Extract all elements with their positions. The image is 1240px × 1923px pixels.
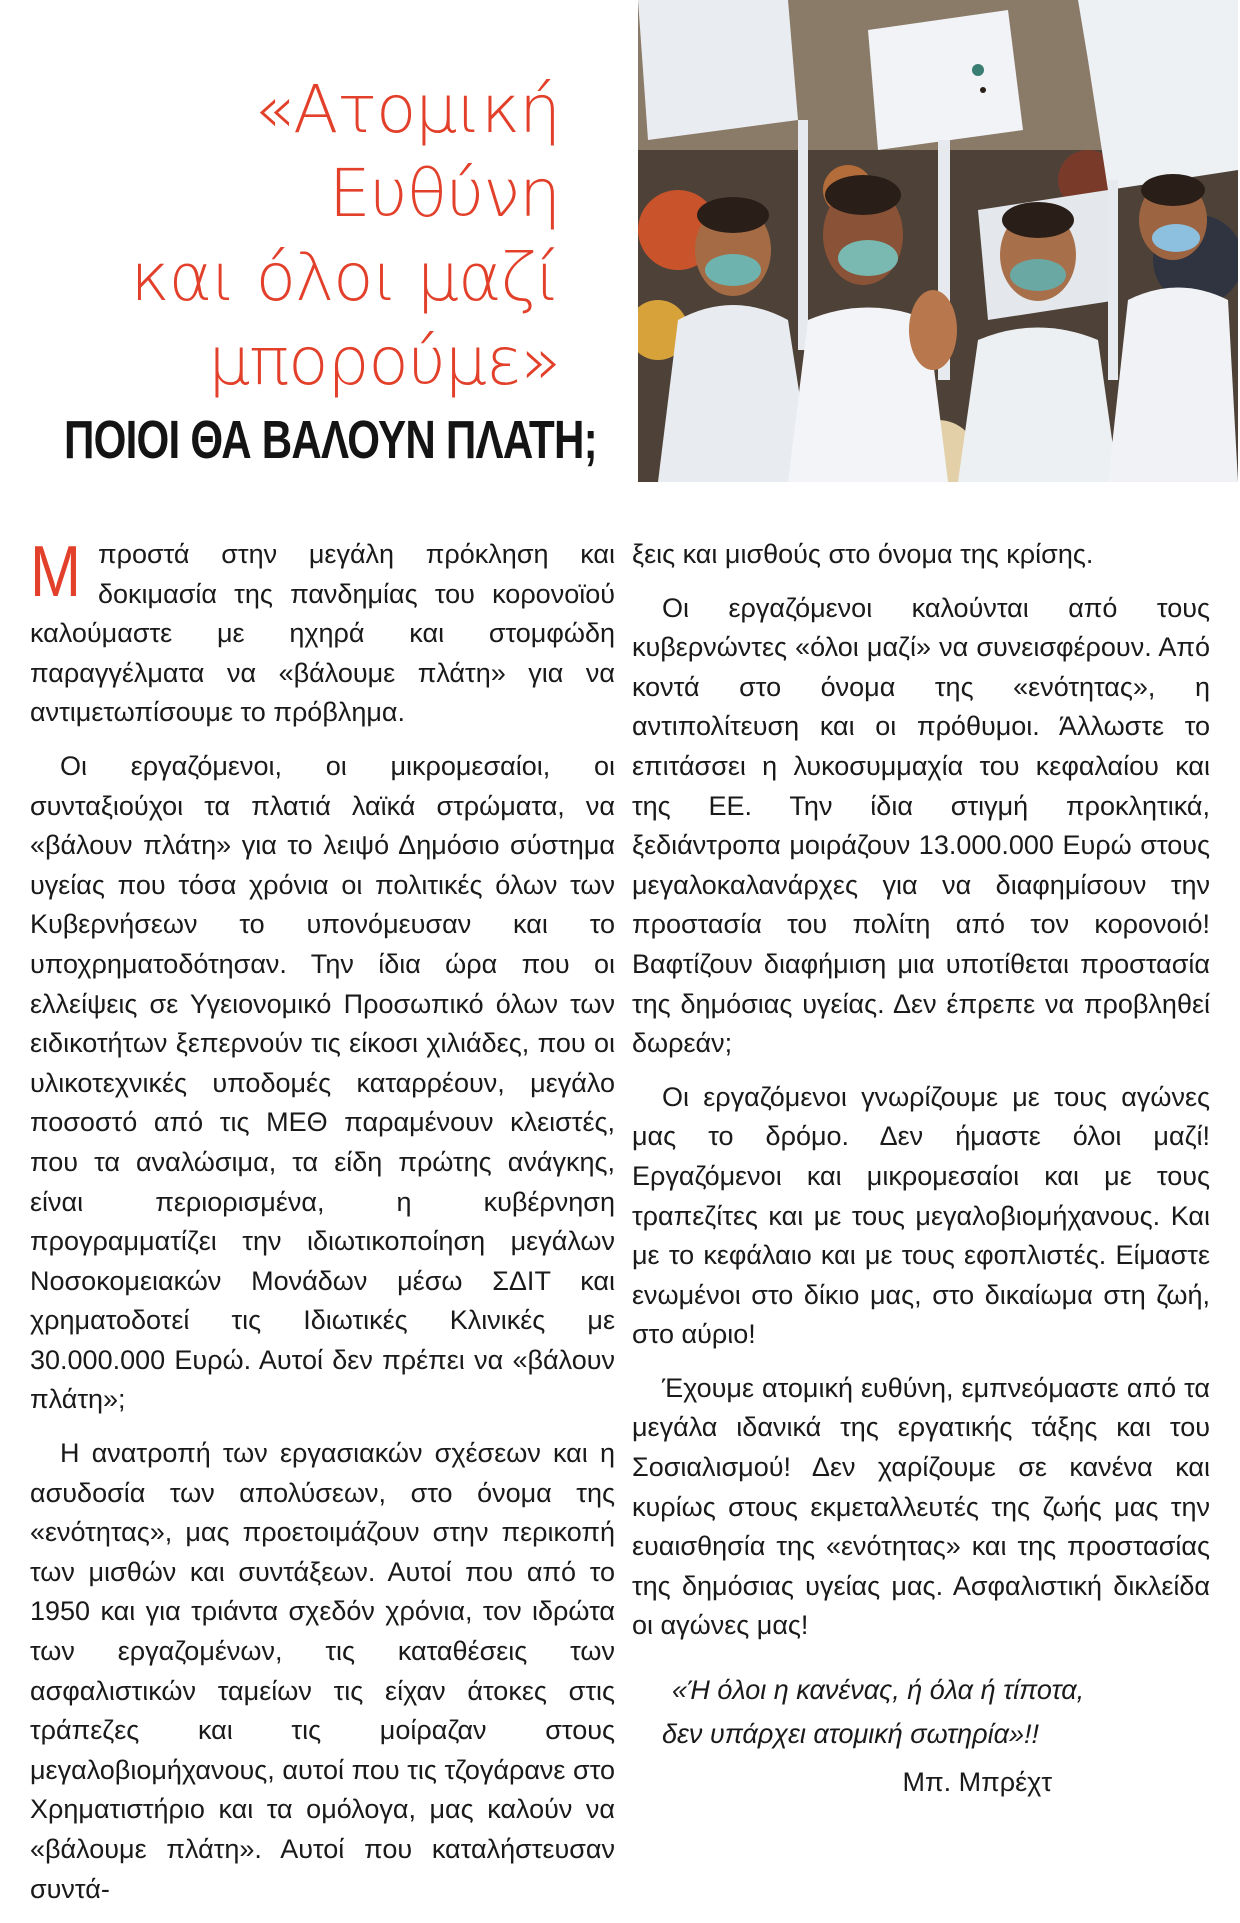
article-paragraph-2: Οι εργαζόμενοι, οι μικρομεσαίοι, οι συνταξιούχοι τα πλατιά λαϊκά στρώματα, να «βάλουν πλάτη» για το λειψό Δημόσιο σύστημα υγείας που τόσα χρόνια οι πολιτικές όλων των Κυβερνήσεων το υπονόμευσαν και το υποχρηματοδότησαν. Την ίδια ώρα που οι ελλείψεις σε Υγειονομικό Προσωπικό όλων των ειδικοτήτων ξεπερνούν τις είκοσι χιλιάδες, που οι υλικοτεχνικές υποδομές καταρρέουν, μεγάλο ποσοστό από τις ΜΕΘ παραμένουν κλειστές, που τα αναλώσιμα, τα είδη πρώτης ανάγκης, είναι περιορισμένα, η κυβέρνηση προγραμματίζει την ιδιωτικοποίηση μεγάλων Νοσοκομειακών Μονάδων μέσω ΣΔΙΤ και χρηματοδοτεί τις Ιδιωτικές Κλινικές με 30.000.000 Ευρώ. Αυτοί δεν πρέπει να «βάλουν πλάτη»; [30, 750, 615, 1415]
subheadline: ΠΟΙΟΙ ΘΑ ΒΑΛΟΥΝ ΠΛΑΤΗ; [64, 410, 597, 470]
quote-author: Μπ. Μπρέχτ [902, 1767, 1052, 1798]
headline-line-1: «Ατομική Ευθύνη [253, 71, 560, 232]
headline-line-3: μπορούμε» [208, 323, 560, 400]
quote-line-1: «Ή όλοι η κανένας, ή όλα ή τίποτα, [672, 1675, 1085, 1706]
article-paragraph-3: Η ανατροπή των εργασιακών σχέσεων και η ασυδοσία των απολύσεων, στο όνομα της «ενότητας», μας προετοιμάζουν στην περικοπή των μισθών και συντάξεων. Αυτοί που από το 1950 και για τριάντα σχεδόν χρόνια, τον ιδρώτα των εργαζομένων, τις καταθέσεις των ασφαλιστικών ταμείων τις είχαν άτοκες στις τράπεζες και τις μοίραζαν στους μεγαλοβιομήχανους, αυτοί που τις τζογάρανε στο Χρηματιστήριο και τα ομόλογα, μας καλούν να «βάλουμε πλάτη». Αυτοί που καταλήστευσαν συντά- [30, 1438, 615, 1904]
article-paragraph-1 [30, 532, 615, 733]
headline-line-2: και όλοι μαζί [130, 239, 560, 316]
article-paragraph-1-text: προστά στην μεγάλη πρόκληση και δοκιμασία της πανδημίας του κορονοϊού καλούμαστε με ηχηρά και στομφώδη παραγγέλματα να «βάλουμε πλάτη» για να αντιμετωπίσουμε το πρόβλημα. [30, 539, 615, 728]
article-paragraph-5: Οι εργαζόμενοι γνωρίζουμε με τους αγώνες μας το δρόμο. Δεν ήμαστε όλοι μαζί! Εργαζόμενοι και μικρομεσαίοι και με τους τραπεζίτες και με τους μεγαλοβιομήχανους. Και με το κεφάλαιο και με τους εφοπλιστές. Είμαστε ενωμένοι στο δίκιο μας, στο δικαίωμα στη ζωή, στο αύριο! [632, 1081, 1210, 1350]
article-paragraph-4: Οι εργαζόμενοι καλούνται από τους κυβερνώντες «όλοι μαζί» να συνεισφέρουν. Από κοντά στο όνομα της «ενότητας», η αντιπολίτευση και οι πρόθυμοι. Άλλωστε το επιτάσσει η λυκοσυμμαχία του κεφαλαίου και της ΕΕ. Την ίδια στιγμή προκλητικά, ξεδιάντροπα μοιράζουν 13.000.000 Ευρώ στους μεγαλοκαλανάρχες για να διαφημίσουν την προστασία του πολίτη από τον κορονοιό! Βαφτίζουν διαφήμιση μια υποτίθεται προστασία της δημόσιας υγείας. Δεν έπρεπε να προβληθεί δωρεάν; [632, 592, 1210, 1059]
dropcap: Μ [30, 532, 81, 612]
article-column-right [632, 535, 1210, 1804]
illustration-masked-health-workers [638, 0, 1238, 482]
article-column-left [30, 532, 615, 1923]
article-paragraph-6: Έχουμε ατομική ευθύνη, εμπνεόμαστε από τα μεγάλα ιδανικά της εργατικής τάξης και του Σοσιαλισμού! Δεν χαρίζουμε σε κανένα και κυρίως στους εκμεταλλευτές της ζωής μας την ευαισθησία της «ενότητας» και της προστασίας της δημόσιας υγείας μας. Ασφαλιστική δικλείδα οι αγώνες μας! [632, 1372, 1210, 1641]
article-paragraph-3-continued: ξεις και μισθούς στο όνομα της κρίσης. [632, 539, 1094, 569]
headline [40, 68, 560, 404]
closing-quote [632, 1668, 1210, 1804]
quote-line-2: δεν υπάρχει ατομική σωτηρία»!! [662, 1719, 1039, 1750]
